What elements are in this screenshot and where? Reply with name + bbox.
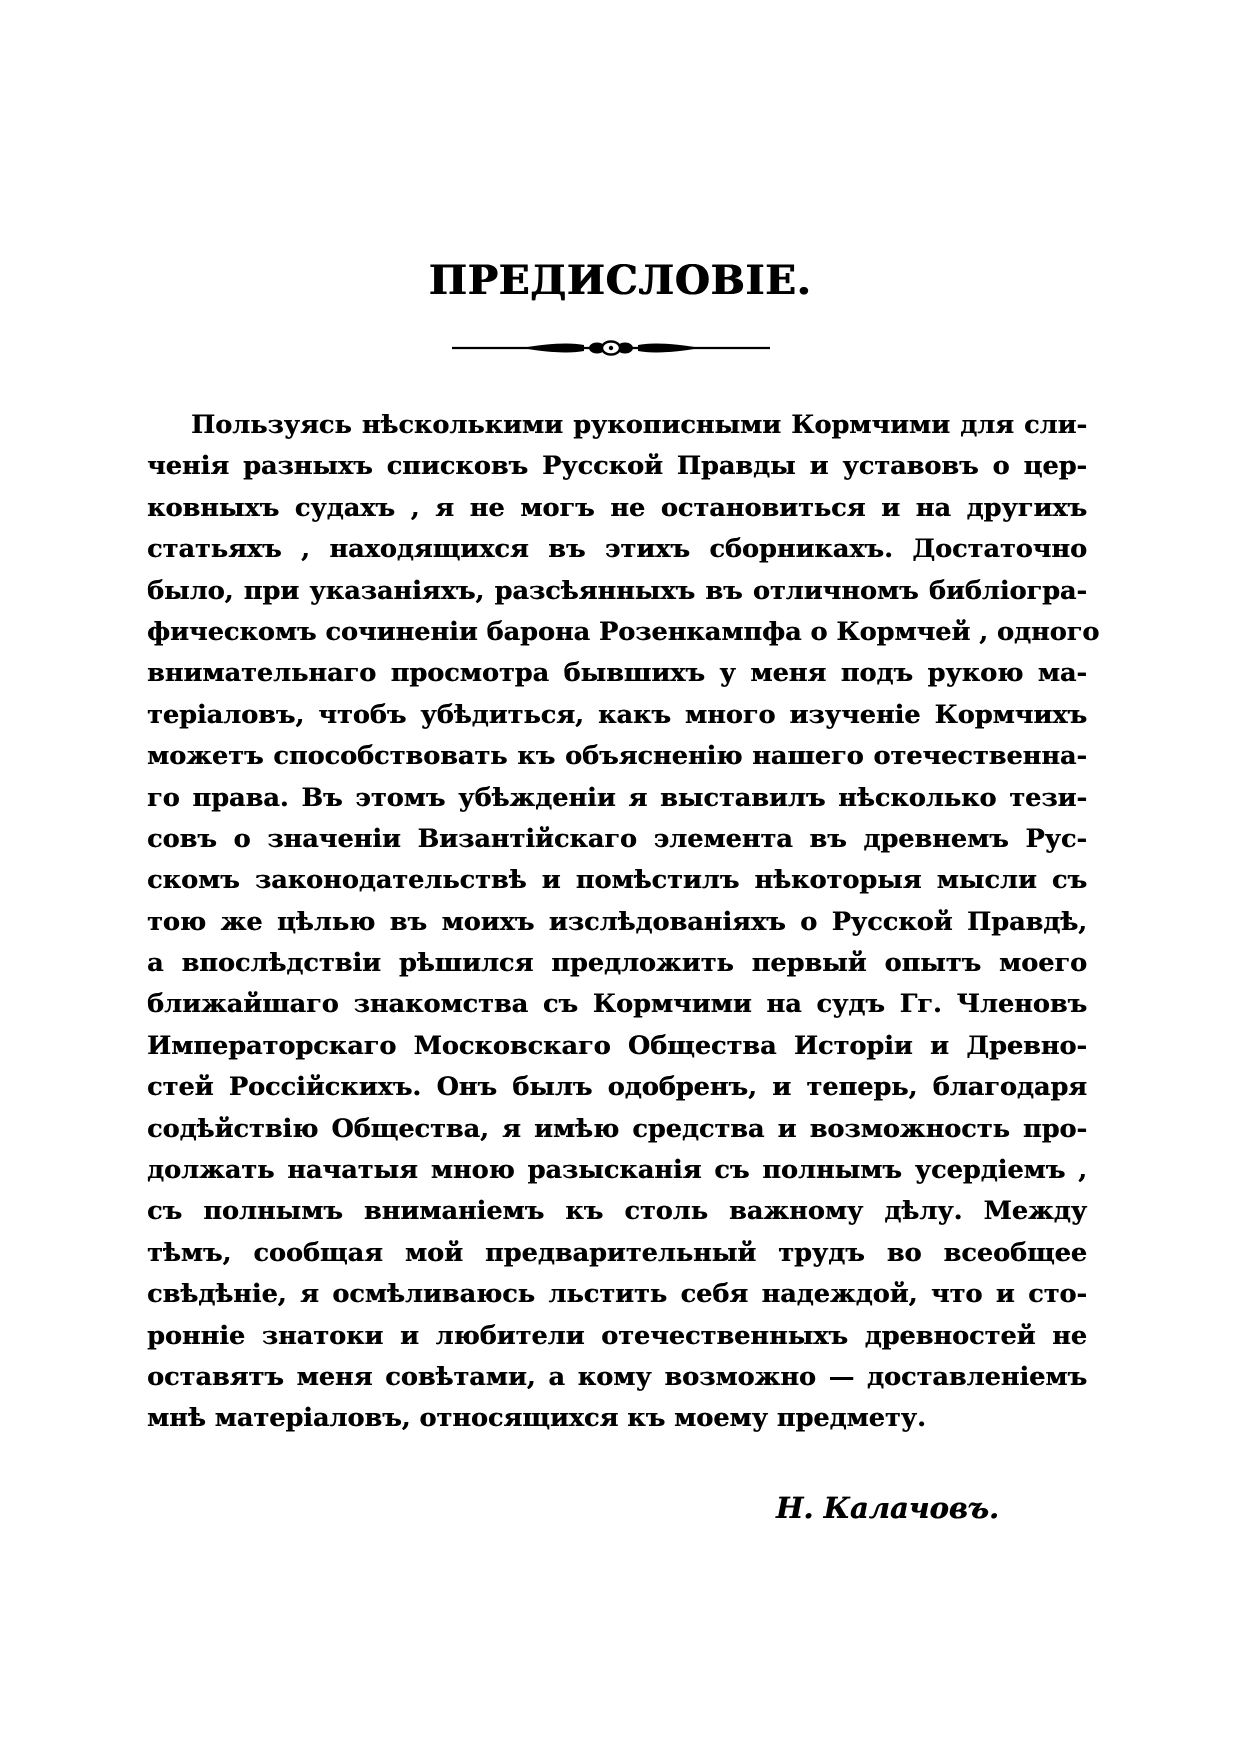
text-line: ронніе знатоки и любители отечественныхъ древностей не xyxy=(147,1320,1087,1351)
text-line: статьяхъ , находящихся въ этихъ сборникахъ. Достаточно xyxy=(147,534,1087,565)
text-line: содѣйствію Общества, я имѣю средства и возможность про- xyxy=(147,1113,1087,1144)
text-line: а впослѣдствіи рѣшился предложить первый опытъ моего xyxy=(147,948,1087,979)
text-line: оставятъ меня совѣтами, а кому возможно — доставленіемъ xyxy=(147,1361,1087,1392)
text-line: мнѣ матеріаловъ, относящихся къ моему предмету. xyxy=(147,1403,926,1434)
text-line: внимательнаго просмотра бывшихъ у меня подъ рукою ма- xyxy=(147,658,1087,689)
text-line: фическомъ сочиненіи барона Розенкампфа о Кормчей , одного xyxy=(147,616,1100,647)
text-line: ковныхъ судахъ , я не могъ не остановиться и на другихъ xyxy=(147,492,1087,523)
text-line: было, при указаніяхъ, разсѣянныхъ въ отличномъ библіогра- xyxy=(147,575,1087,606)
text-line: ближайшаго знакомства съ Кормчими на судъ Гг. Членовъ xyxy=(147,989,1087,1020)
text-line: тѣмъ, сообщая мой предварительный трудъ во всеобщее xyxy=(147,1237,1087,1268)
text-line: свѣдѣніе, я осмѣливаюсь льстить себя надеждой, что и сто- xyxy=(147,1279,1087,1310)
text-line: Императорскаго Московскаго Общества Исторіи и Древно- xyxy=(147,1030,1087,1061)
ornament-divider xyxy=(452,338,770,358)
text-line: го права. Въ этомъ убѣжденіи я выставилъ нѣсколько тези- xyxy=(147,782,1087,813)
author-signature: Н. Калачовъ. xyxy=(775,1491,999,1525)
text-line: тою же цѣлью въ моихъ изслѣдованіяхъ о Русской Правдѣ, xyxy=(147,906,1087,937)
text-line: Пользуясь нѣсколькими рукописными Кормчими для сли- xyxy=(191,410,1087,440)
text-line: теріаловъ, чтобъ убѣдиться, какъ много изученіе Кормчихъ xyxy=(147,699,1087,730)
text-line: стей Россійскихъ. Онъ былъ одобренъ, и теперь, благодаря xyxy=(147,1072,1087,1103)
preface-paragraph xyxy=(147,405,1100,1440)
text-line: совъ о значеніи Византійскаго элемента въ древнемъ Рус- xyxy=(147,823,1087,854)
text-line: скомъ законодательствѣ и помѣстилъ нѣкоторыя мысли съ xyxy=(147,865,1087,896)
text-line: ченія разныхъ списковъ Русской Правды и уставовъ о цер- xyxy=(147,451,1087,482)
text-line: должать начатыя мною разысканія съ полнымъ усердіемъ , xyxy=(147,1155,1087,1186)
text-line: можетъ способствовать къ объясненію нашего отечественна- xyxy=(147,741,1087,772)
text-line: съ полнымъ вниманіемъ къ столь важному дѣлу. Между xyxy=(147,1196,1087,1227)
page-title: ПРЕДИСЛОВІЕ. xyxy=(429,257,812,304)
